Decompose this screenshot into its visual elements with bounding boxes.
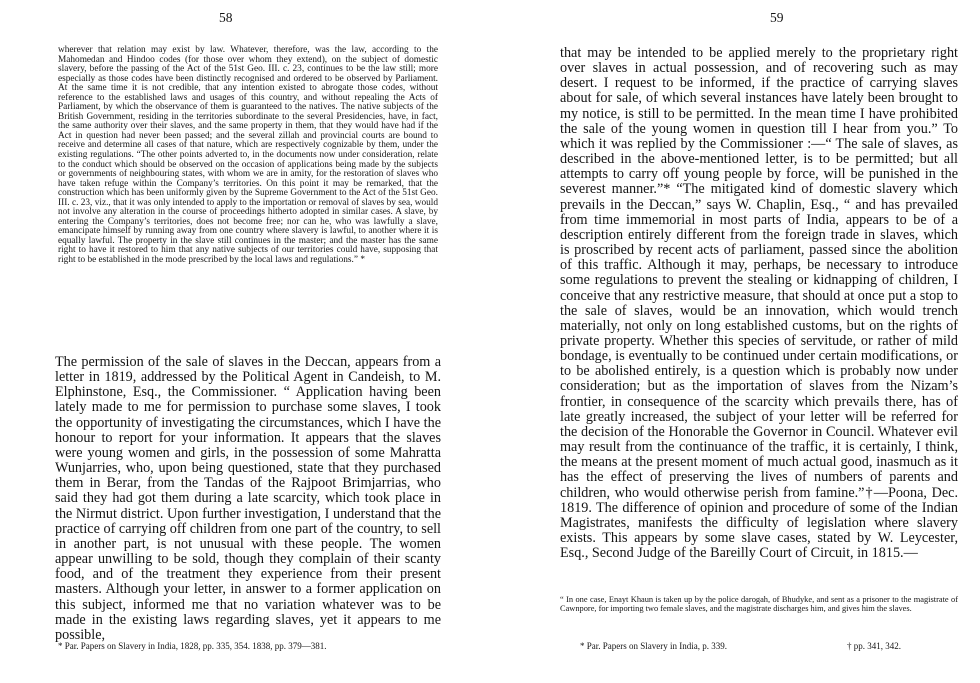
body-paragraph: that may be intended to be applied merely to the proprietary right over slaves in actual possession, and of recovering such as may desert. I request to be informed, if the practice of carrying slaves about for sale, of which several instances have lately been brought to my notice, is still to be permitted. In the mean time I have prohibited the sale of the young women in question till I hear from you.” To which it was replied by the Commissioner :—“ The sale of slaves, as described in the above-mentioned letter, is to be permitted; but all attempts to carry off young people by force, will be punished in the severest manner.”* “The mitigated kind of domestic slavery which prevails in the Deccan,” says W. Chaplin, Esq., “ and has prevailed from time immemorial in most parts of India, appears to be of a description entirely different from the foreign trade in slaves, which is proscribed by recent acts of parliament, passed since the abolition of this traffic. Although it may, perhaps, be necessary to introduce some regulations to prevent the stealing or kidnapping of children, I conceive that any restrictive measure, that should at once put a stop to the sale of slaves, would be an innovation, which would trench materially, not only on long established customs, but on the rights of private property. Whether this species of servitude, or rather of mild bondage, is eventually to be continued under certain modifications, or to be abolished entirely, is a question which is probably now under consideration; but as the importation of slaves from the Nizam’s frontier, in consequence of the scarcity which prevails there, has of late greatly increased, the subject of your letter will be referred for the decision of the Honorable the Governor in Council. Whatever evil may result from the continuance of the traffic, it is certainly, I think, the means at the present moment of much actual good, inasmuch as it has the effect of preserving the lives of numbers of parents and children, who would otherwise perish from famine.”†—Poona, Dec. 1819. The difference of opinion and procedure of some of the Indian Magistrates, manifests the difficulty of legislation where slavery exists. This appears by some slave cases, stated by W. Leycester, Esq., Second Judge of the Bareilly Court of Circuit, in 1815.—: [560, 45, 958, 562]
footnote: * Par. Papers on Slavery in India, p. 339.: [580, 641, 727, 651]
footnote-quote: “ In one case, Enayt Khaun is taken up by the police darogah, of Bhudyke, and sent as a prisoner to the magistrate of Cawnpore, for importing two female slaves, and the magistrate discharges him, and gives him the slaves.: [560, 595, 958, 614]
page-number: 59: [770, 10, 784, 25]
body-paragraph: The permission of the sale of slaves in the Deccan, appears from a letter in 1819, addressed by the Political Agent in Candeish, to M. Elphinstone, Esq., the Commissioner. “ Application having been lately made to me for permission to purchase some slaves, I took the opportunity of investigating the circumstances, which I have the honour to report for your information. It appears that the slaves were young women and girls, in the possession of some Mahratta Wunjarries, who, upon being questioned, state that they purchased them in Berar, from the Tandas of the Rajpoot Brimjarrias, who said they had got them during a late scarcity, which took place in the Nirmut district. Upon further investigation, I understand that the practice of carrying off children from one part of the country, to sell in another part, is not unusual with these people. The women appear unwilling to be sold, though they complain of their scanty food, and of the treatment they experience from their present masters. Although your letter, in answer to a former application on this subject, informed me that no variation whatever was to be made in the existing laws regarding slaves, yet it appears to me possible,: [55, 354, 441, 643]
footnote: † pp. 341, 342.: [847, 641, 901, 651]
footnote: * Par. Papers on Slavery in India, 1828, pp. 335, 354. 1838, pp. 379—381.: [58, 641, 327, 651]
page-number: 58: [219, 10, 233, 25]
right-page: [490, 0, 980, 683]
quoted-passage: wherever that relation may exist by law. Whatever, therefore, was the law, according to the Mahomedan and Hindoo codes (for those over whom they extend), on the subject of domestic slavery, before the passing of the Act of the 51st Geo. III. c. 23, continues to be the law still; more especially as those codes have been distinctly recognised and ordered to be observed by Parliament. At the same time it is not credible, that any intention existed to abrogate those codes, without reference to the established laws and usages of this country, and without repealing the Acts of Parliament, by which the observance of them is guaranteed to the natives. The native subjects of the British Government, residing in the territories subordinate to the several Presidencies, have, in fact, the same authority over their slaves, and the same property in them, that they would have had if the Act in question had never been passed; and the several zillah and provincial courts are bound to receive and determine all cases of that nature, which are respectively cognizable by them, under the existing regulations. “The other points adverted to, in the documents now under consideration, relate to the conduct which should be observed on the occasion of applications being made by the subjects or governments of neighbouring states, with whom we are in amity, for the restoration of slaves who have taken refuge within the Company’s territories. On this point it may be remarked, that the construction which has been uniformly given by the Supreme Government to the Act of the 51st Geo. III. c. 23, viz., that it was only intended to apply to the importation or removal of slaves by sea, would not involve any alteration in the course of proceedings hitherto adopted in similar cases. A slave, by entering the Company’s territories, does not become free; nor can he, who was lawfully a slave, emancipate himself by running away from one country where slavery is lawful, to another where it is equally lawful. The property in the slave still continues in the master; and the master has the same right to have it restored to him that any native subjects of our territories could have, supposing that right to be established in the mode prescribed by the local laws and regulations.” *: [58, 45, 438, 266]
